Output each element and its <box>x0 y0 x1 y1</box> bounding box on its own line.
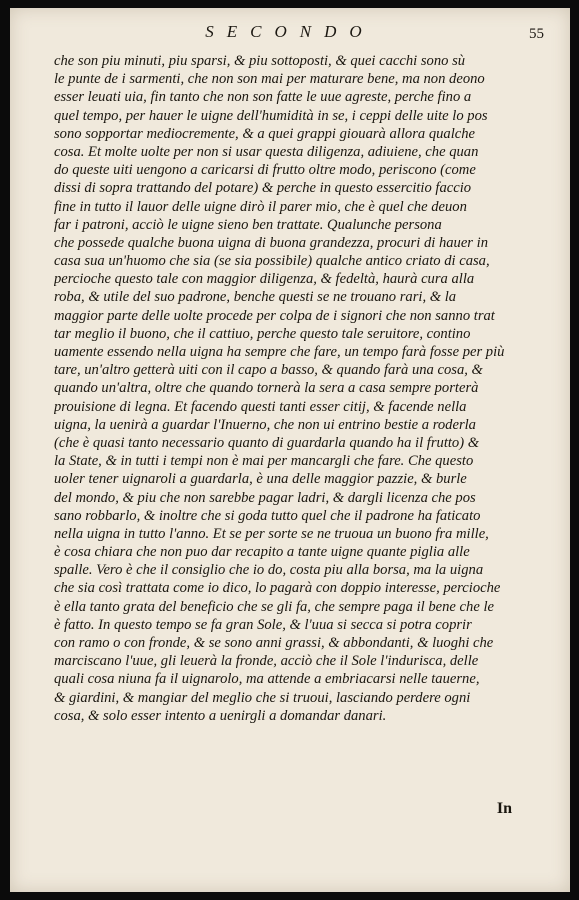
text-line: quando un'altra, oltre che quando tornerà la sera a casa sempre porterà <box>54 380 479 397</box>
text-line: quel tempo, per hauer le uigne dell'humidità in se, i ceppi delle uite lo pos <box>54 107 488 124</box>
text-line: sano robbarlo, & inoltre che si goda tutto quel che il padrone ha faticato <box>54 507 481 524</box>
text-line: esser leuati uia, fin tanto che non son fatte le uue agreste, perche fino a <box>54 89 472 106</box>
text-line: far i patroni, acciò le uigne sieno ben trattate. Qualunche persona <box>54 216 442 233</box>
text-line: è ella tanto grata del beneficio che se gli fa, che sempre paga il bene che le <box>54 598 494 615</box>
text-body <box>54 52 559 725</box>
text-line: percioche questo tale con maggior diligenza, & fedeltà, haurà cura alla <box>54 271 475 288</box>
text-line: (che è quasi tanto necessario quanto di guardarla quando ha il frutto) & <box>54 434 480 451</box>
text-line: prouisione di legna. Et facendo questi tanti esser citij, & facende nella <box>54 398 467 415</box>
text-line: dissi di sopra trattando del potare) & perche in questo essercitio faccio <box>54 180 472 197</box>
text-line: cosa. Et molte uolte per non si usar questa diligenza, adiuiene, che quan <box>54 143 479 160</box>
text-line: & giardini, & mangiar del meglio che si truoui, lasciando perdere ogni <box>54 689 471 706</box>
text-line: quali cosa niuna fa il uignarolo, ma attende a embriacarsi nelle tauerne, <box>54 671 480 688</box>
text-line: casa sua un'huomo che sia (se sia possibile) qualche antico criato di casa, <box>54 253 490 270</box>
text-line: tare, un'altro getterà uiti con il capo a basso, & quando farà una cosa, & <box>54 362 483 379</box>
text-line: fine in tutto il lauor delle uigne dirò il parer mio, che è quel che deuon <box>54 198 467 215</box>
text-line: che son piu minuti, piu sparsi, & piu sottoposti, & quei cacchi sono sù <box>54 53 466 69</box>
text-line: uamente essendo nella uigna ha sempre che fare, un tempo farà fosse per più <box>54 344 505 360</box>
text-line: uoler tener uignaroli a guardarla, è una delle maggior pazzie, & burle <box>54 471 467 488</box>
text-line: roba, & utile del suo padrone, benche questi se ne trouano rari, & la <box>54 289 457 306</box>
text-line: che sia così trattata come io dico, lo pagarà con doppio interesse, percioche <box>54 580 501 597</box>
text-line: sono sopportar mediocremente, & a quei grappi giouarà allora qualche <box>54 125 476 142</box>
text-line: do queste uiti uengono a caricarsi di frutto oltre modo, periscono (come <box>54 162 476 179</box>
running-head: SECONDO <box>205 22 375 41</box>
text-line: spalle. Vero è che il consiglio che io do, costa piu alla borsa, ma la uigna <box>54 562 484 579</box>
text-line: che possede qualche buona uigna di buona grandezza, procuri di hauer in <box>54 234 488 251</box>
text-line: le punte de i sarmenti, che non son mai per maturare bene, ma non deono <box>54 71 485 88</box>
text-line: uigna, la uenirà a guardar l'Inuerno, che non ui entrino bestie a roderla <box>54 416 476 433</box>
text-line: tar meglio il buono, che il cattiuo, perche questo tale seruitore, contino <box>54 325 471 342</box>
catchword: In <box>496 800 512 817</box>
text-line: nella uigna in tutto l'anno. Et se per sorte se ne truoua un buono fra mille, <box>54 525 489 542</box>
text-line: marciscano l'uue, gli leuerà la fronde, acciò che il Sole l'indurisca, delle <box>54 653 479 670</box>
text-line: maggior parte delle uolte procede per colpa de i signori che non sanno trat <box>54 307 495 324</box>
page-number: 55 <box>529 26 544 42</box>
text-line: cosa, & solo esser intento a uenirgli a domandar danari. <box>54 707 387 724</box>
book-page <box>10 8 570 892</box>
text-line: con ramo o con fronde, & se sono anni grassi, & abbondanti, & luoghi che <box>54 635 494 651</box>
text-line: è fatto. In questo tempo se fa gran Sole, & l'uua si secca si potra coprir <box>54 616 472 633</box>
text-line: è cosa chiara che non puo dar recapito a tante uigne quante piglia alle <box>54 544 470 561</box>
text-line: la State, & in tutti i tempi non è mai per mancargli che fare. Che questo <box>54 453 474 470</box>
text-line: del mondo, & piu che non sarebbe pagar ladri, & dargli licenza che pos <box>54 489 476 506</box>
